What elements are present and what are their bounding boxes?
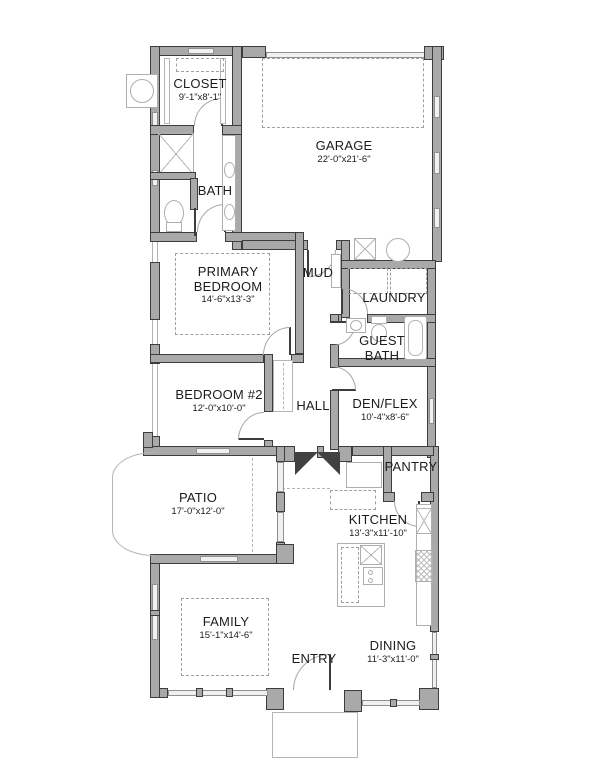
room-label-patio bbox=[171, 491, 224, 517]
room-name: GARAGE bbox=[315, 138, 373, 153]
room-dims: 15'-1"x14'-6" bbox=[199, 629, 253, 641]
wall bbox=[276, 446, 285, 462]
room-name: PANTRY bbox=[384, 459, 438, 474]
floor-transition-line bbox=[282, 488, 330, 489]
room-label-hall bbox=[296, 399, 329, 414]
entry-jamb bbox=[344, 690, 362, 712]
wall bbox=[222, 125, 242, 135]
toilet-tank bbox=[166, 222, 182, 232]
room-name: FAMILY bbox=[202, 614, 250, 629]
room-label-family bbox=[199, 615, 252, 641]
wall bbox=[295, 232, 304, 354]
sink bbox=[224, 204, 235, 220]
angled-door-leaf bbox=[295, 452, 318, 475]
shower bbox=[158, 133, 194, 175]
range-burner bbox=[368, 578, 373, 583]
room-name: LAUNDRY bbox=[362, 290, 426, 305]
wall bbox=[421, 492, 434, 502]
room-name: BATH bbox=[364, 347, 400, 363]
room-name: HALL bbox=[296, 398, 330, 413]
patio-door bbox=[277, 462, 284, 492]
room-name: BEDROOM #2 bbox=[175, 387, 263, 402]
window-mullion bbox=[390, 699, 397, 707]
room-label-laundry bbox=[362, 291, 425, 306]
room-label-kitchen bbox=[349, 513, 407, 539]
sink bbox=[350, 320, 362, 331]
garage-door-dashed bbox=[262, 58, 424, 128]
room-label-entry bbox=[292, 652, 337, 667]
closet-rod bbox=[164, 58, 170, 124]
ac-unit-fan bbox=[130, 79, 154, 103]
room-name: DINING bbox=[369, 638, 417, 653]
wall bbox=[242, 46, 266, 58]
window bbox=[168, 690, 268, 696]
room-name: BEDROOM bbox=[193, 278, 263, 294]
room-label-guest-bath bbox=[359, 334, 405, 363]
island-sink bbox=[360, 545, 382, 565]
wall bbox=[330, 344, 339, 368]
entry-jamb bbox=[266, 688, 284, 710]
room-name: MUD bbox=[302, 265, 334, 280]
window bbox=[434, 152, 440, 174]
window bbox=[434, 96, 440, 118]
window-mullion bbox=[226, 688, 233, 697]
wall bbox=[330, 390, 339, 450]
room-name: ENTRY bbox=[291, 651, 337, 666]
door-swing-arc bbox=[238, 412, 264, 440]
room-dims: 14'-6"x13'-3" bbox=[201, 294, 255, 306]
window bbox=[429, 398, 434, 424]
room-name: DEN/FLEX bbox=[352, 396, 418, 411]
room-dims: 17'-0"x12'-0" bbox=[171, 505, 225, 517]
room-label-closet bbox=[173, 77, 226, 103]
room-label-bath bbox=[198, 184, 233, 199]
room-label-garage bbox=[316, 139, 373, 165]
kitchen-sink bbox=[416, 508, 432, 534]
sink bbox=[224, 162, 235, 178]
window-mullion bbox=[150, 610, 160, 616]
room-name: BATH bbox=[197, 183, 233, 198]
island-overhang-dashed bbox=[341, 547, 359, 603]
room-label-dining bbox=[367, 639, 419, 665]
room-label-mud bbox=[303, 266, 333, 281]
room-dims: 10'-4"x8'-6" bbox=[361, 411, 409, 423]
room-dims: 11'-3"x11'-0" bbox=[367, 653, 419, 665]
room-name: KITCHEN bbox=[348, 512, 408, 527]
room-dims: 13'-3"x11'-10" bbox=[349, 527, 407, 539]
wall bbox=[276, 492, 285, 512]
wall bbox=[150, 262, 160, 320]
wall bbox=[143, 432, 153, 448]
refrigerator bbox=[415, 550, 433, 582]
room-label-pantry bbox=[385, 460, 438, 475]
room-name: CLOSET bbox=[173, 76, 227, 91]
angled-door-leaf bbox=[317, 452, 340, 475]
closet-shelf bbox=[176, 58, 224, 72]
patio-curved-edge bbox=[112, 452, 154, 556]
room-name: GUEST bbox=[359, 333, 405, 348]
wall bbox=[276, 544, 294, 564]
water-heater bbox=[386, 238, 410, 262]
range-burner bbox=[368, 570, 373, 575]
room-dims: 9'-1"x8'-1" bbox=[178, 91, 222, 103]
wall bbox=[352, 446, 434, 456]
room-label-den-flex bbox=[352, 397, 417, 423]
toilet-tank bbox=[371, 316, 387, 324]
patio-roof-line bbox=[252, 458, 253, 552]
door-leaf bbox=[194, 208, 196, 236]
door-swing-arc bbox=[332, 366, 356, 390]
bench bbox=[346, 462, 382, 488]
window bbox=[434, 208, 440, 228]
room-label-bedroom2 bbox=[175, 388, 262, 414]
room-dims: 22'-0"x21'-6" bbox=[317, 153, 371, 165]
drop-zone-dashed bbox=[330, 490, 376, 510]
range bbox=[363, 567, 383, 585]
patio-door bbox=[277, 512, 284, 542]
wall bbox=[150, 354, 264, 363]
bathtub-basin bbox=[408, 320, 423, 356]
wall bbox=[264, 354, 273, 412]
wall bbox=[419, 688, 439, 710]
window bbox=[188, 48, 214, 54]
window-mullion bbox=[430, 654, 439, 660]
window-mullion bbox=[196, 688, 203, 697]
utility-sink bbox=[354, 238, 376, 260]
porch-outline bbox=[272, 712, 358, 758]
window bbox=[200, 556, 238, 562]
door-swing-arc bbox=[197, 204, 225, 232]
room-name: PATIO bbox=[178, 490, 218, 505]
room-label-primary-bedroom bbox=[194, 265, 263, 306]
window bbox=[432, 632, 437, 688]
closet-rod bbox=[283, 363, 284, 409]
door-jamb bbox=[338, 446, 352, 462]
room-name: PRIMARY bbox=[197, 264, 259, 279]
room-dims: 12'-0"x10'-0" bbox=[192, 402, 246, 414]
wall bbox=[150, 232, 197, 242]
window bbox=[196, 448, 230, 454]
